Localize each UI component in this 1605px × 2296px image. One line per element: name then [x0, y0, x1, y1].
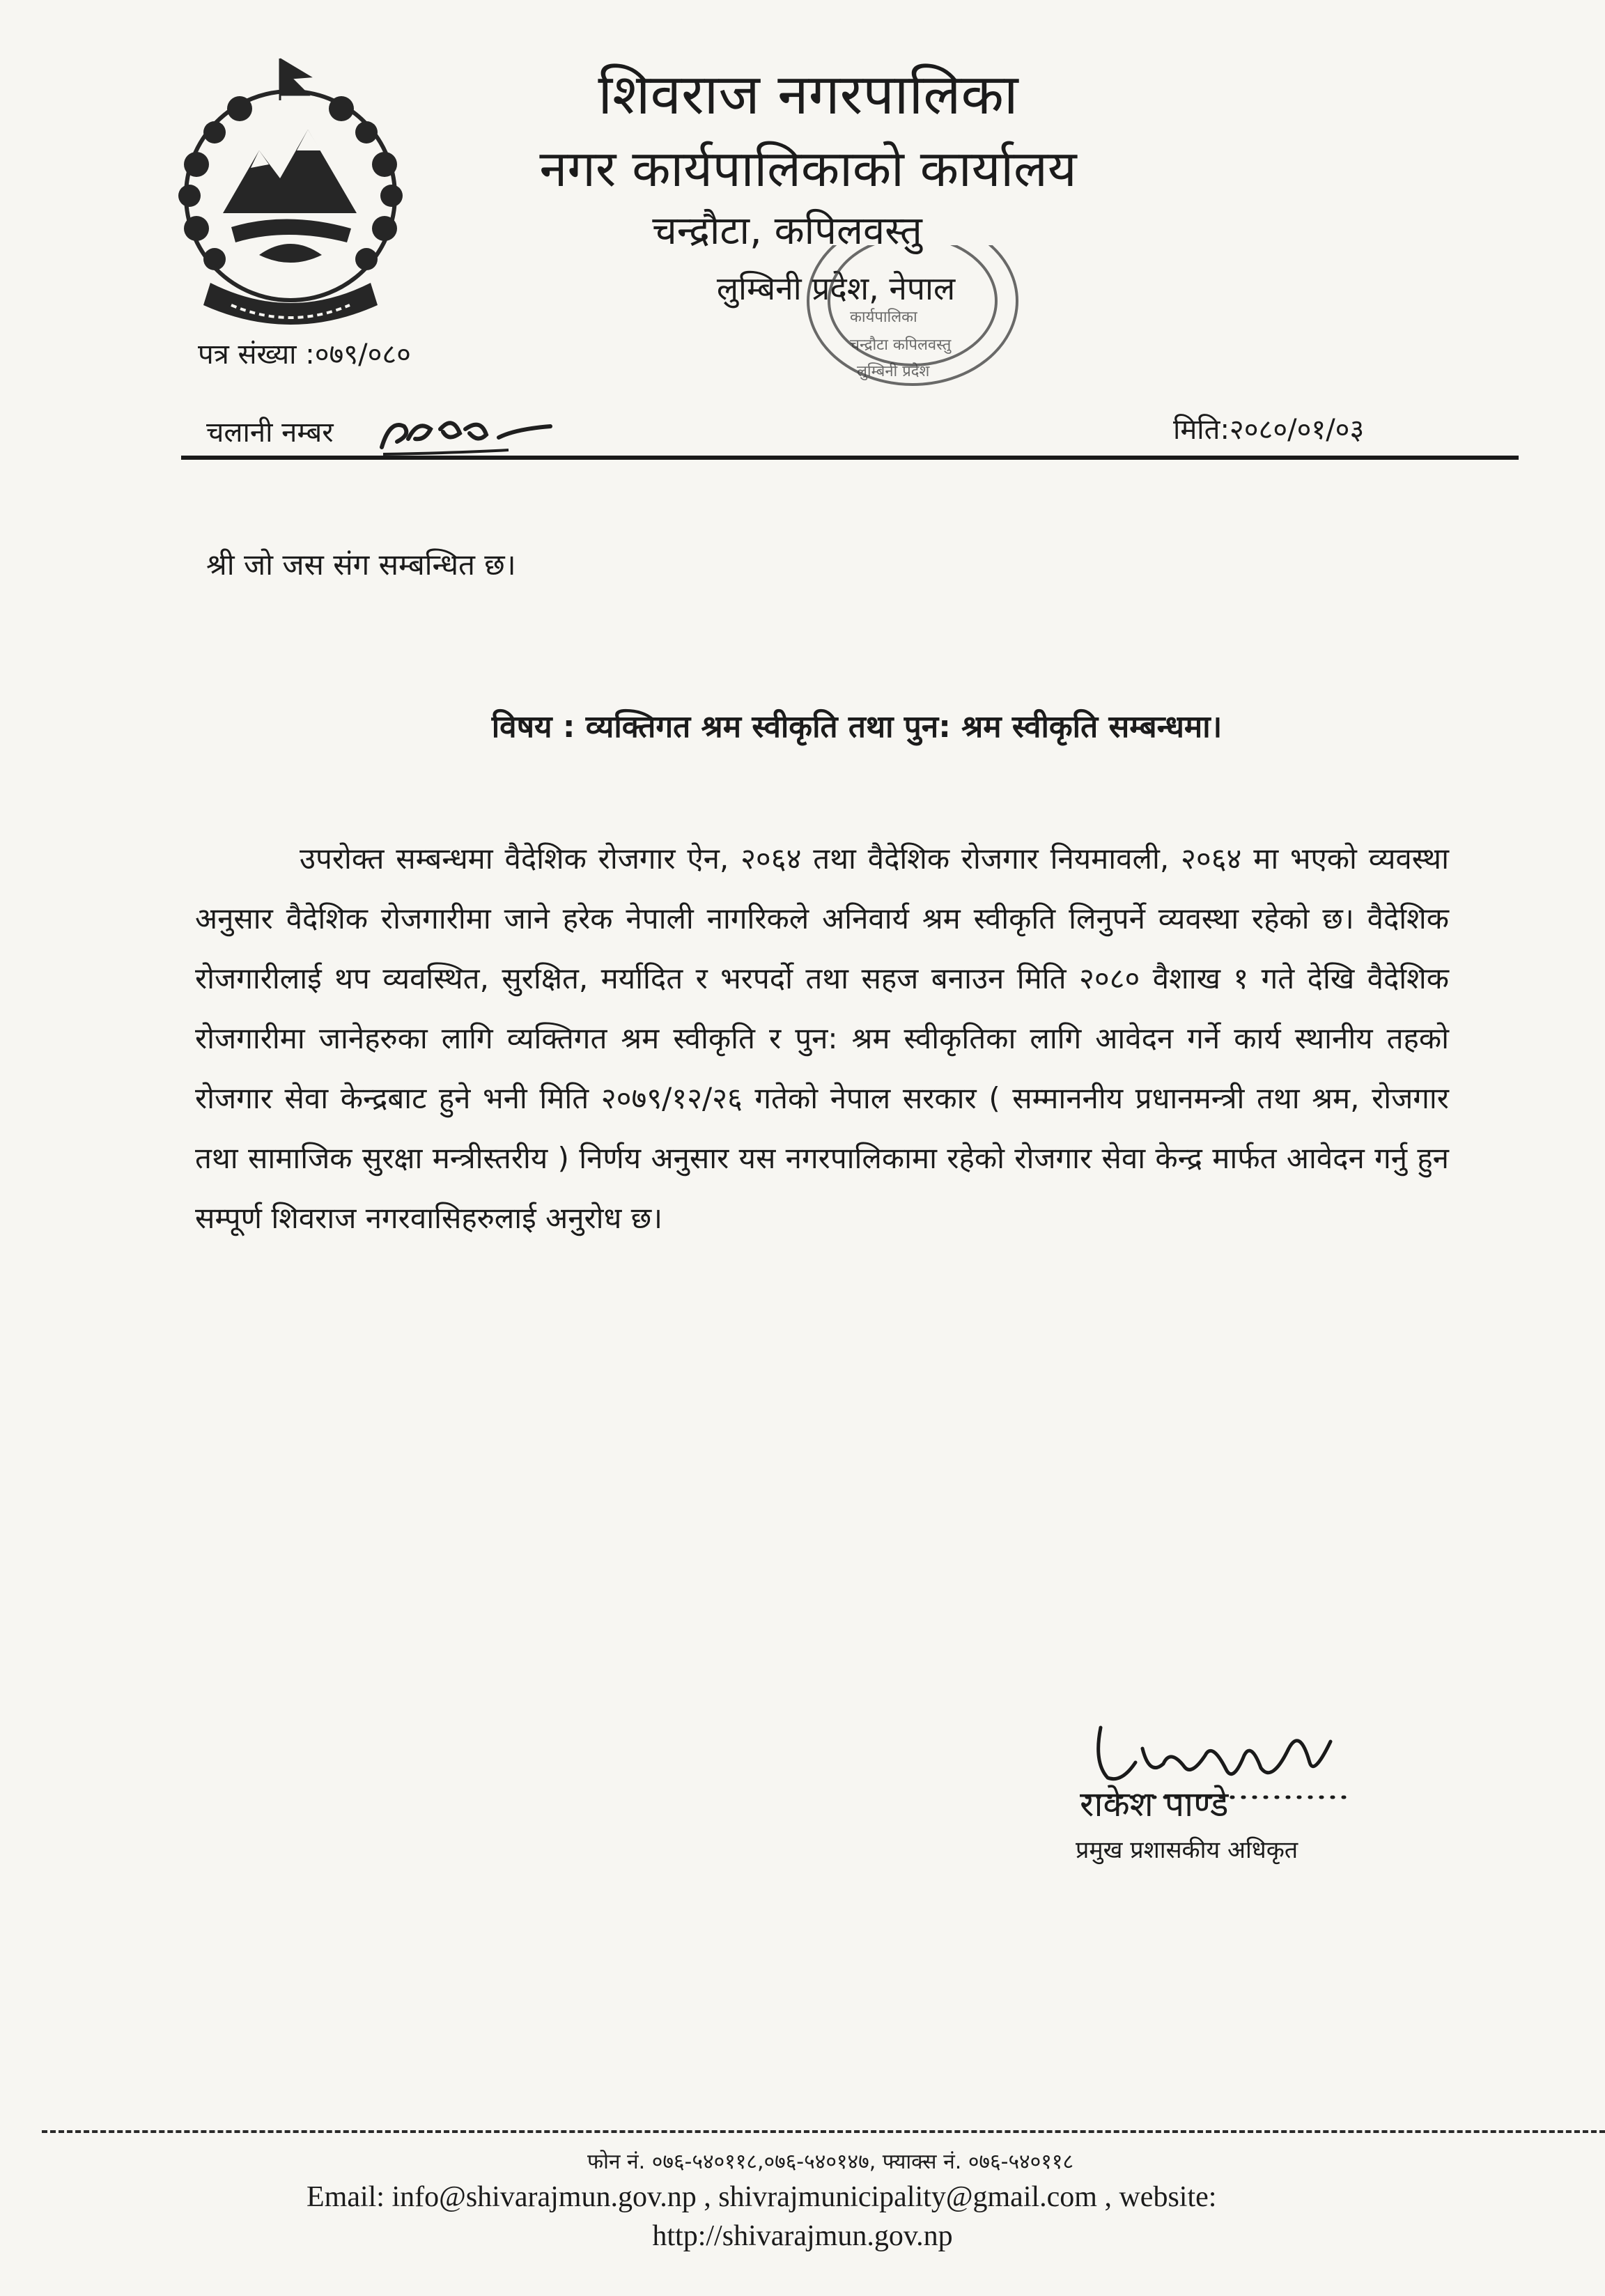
signer-name: राकेश पाण्डे — [1080, 1784, 1229, 1824]
svg-text:कार्यपालिका: कार्यपालिका — [850, 309, 917, 326]
office-address: चन्द्रौटा, कपिलवस्तु — [652, 208, 922, 254]
office-name: नगर कार्यपालिकाको कार्यालय — [539, 139, 1077, 198]
subject-line: विषय : व्यक्तिगत श्रम स्वीकृति तथा पुन: श्रम स्वीकृति सम्बन्धमा। — [491, 709, 1223, 745]
organization-name: शिवराज नगरपालिका — [598, 62, 1018, 127]
header-divider — [181, 456, 1519, 460]
email-link[interactable]: info@shivarajmun.gov.np — [391, 2181, 697, 2213]
letter-number: पत्र संख्या :०७९/०८० — [198, 339, 411, 371]
addressee: श्री जो जस संग सम्बन्धित छ। — [206, 548, 516, 582]
svg-text:चन्द्रौटा कपिलवस्तु: चन्द्रौटा कपिलवस्तु — [850, 336, 952, 354]
office-province: लुम्बिनी प्रदेश, नेपाल — [716, 270, 956, 307]
office-seal-stamp-icon — [801, 245, 1024, 405]
dispatch-number-label: चलानी नम्बर — [206, 417, 334, 449]
website-label: , website: — [1104, 2181, 1217, 2213]
footer-phone: फोन नं. ०७६-५४०११८,०७६-५४०१४७, फ्याक्स नं. ०७६-५४०११८ — [587, 2150, 1074, 2174]
email-alt-link[interactable]: shivrajmunicipality@gmail.com — [718, 2181, 1097, 2213]
letter-body: उपरोक्त सम्बन्धमा वैदेशिक रोजगार ऐन, २०६४ तथा वैदेशिक रोजगार नियमावली, २०६४ मा भएको व्यवस्था अनुसार वैदेशिक रोजगारीमा जाने हरेक नेपाली नागरिकले अनिवार्य श्रम स्वीकृति लिनुपर्ने व्यवस्था रहेको छ। वैदेशिक रोजगारीलाई थप व्यवस्थित, सुरक्षित, मर्यादित र भरपर्दो तथा सहज बनाउन मिति २०८० वैशाख १ गते देखि वैदेशिक रोजगारीमा जानेहरुका लागि व्यक्तिगत श्रम स्वीकृति र पुन: श्रम स्वीकृतिका लागि आवेदन गर्ने कार्य स्थानीय तहको रोजगार सेवा केन्द्रबाट हुने भनी मिति २०७९/१२/२६ गतेको नेपाल सरकार ( सम्माननीय प्रधानमन्त्री तथा श्रम, रोजगार तथा सामाजिक सुरक्षा मन्त्रीस्तरीय ) निर्णय अनुसार यस नगरपालिकामा रहेको रोजगार सेवा केन्द्र मार्फत आवेदन गर्नु हुन सम्पूर्ण शिवराज नगरवासिहरुलाई अनुरोध छ। — [195, 841, 1449, 1235]
footer-contact-line: Email: info@shivarajmun.gov.np , shivrajmunicipality@gmail.com , website: — [307, 2181, 1217, 2213]
email-label: Email: — [307, 2181, 385, 2213]
signer-title: प्रमुख प्रशासकीय अधिकृत — [1076, 1836, 1298, 1864]
dispatch-number-handwritten — [376, 398, 557, 461]
footer-divider — [42, 2130, 1605, 2133]
footer-website-line — [0, 2218, 1605, 2254]
date: मिति:२०८०/०१/०३ — [1173, 414, 1365, 446]
website-link[interactable]: http://shivarajmun.gov.np — [652, 2220, 953, 2252]
svg-text:लुम्बिनी प्रदेश: लुम्बिनी प्रदेश — [857, 363, 930, 380]
